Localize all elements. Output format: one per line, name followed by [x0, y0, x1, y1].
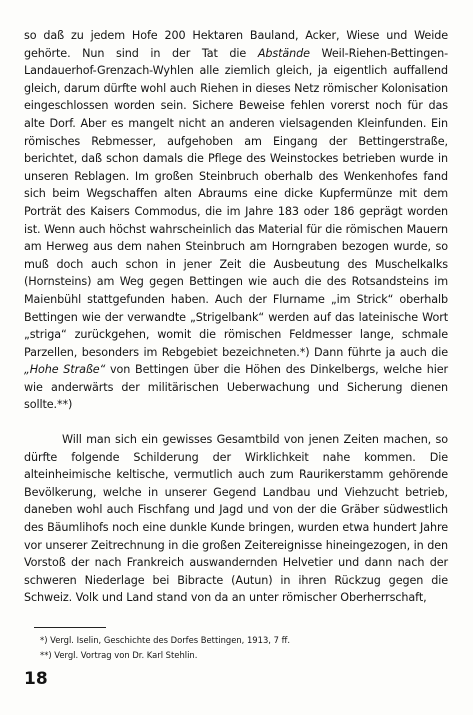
text-run: von Bettingen über die Höhen des Dinkelbergs, welche hier wie anderwärts der militärischen Ueberwachung und Sicherung dienen sollte.**)	[24, 363, 448, 412]
text-run: Weil-Riehen-Bettingen-Landauerhof-Grenzach-Wyhlen alle ziemlich gleich, ja eigentlich auffallend gleich, darum dürfte wohl auch Riehen in dieses Netz römischer Kolonisation eingeschlossen worden sein. Sichere Beweise fehlen vorerst noch für das alte Dorf. Aber es mangelt nicht an anderen vielsagenden Kleinfunden. Ein römisches Rebmesser, aufgehoben am Eingang der Bettingerstraße, berichtet, daß schon damals die Pflege des Weinstockes betrieben wurde in unseren Reblagen. Im großen Steinbruch oberhalb des Wenkenhofes fand sich beim Wegschaffen alten Abraums eine dicke Kupfermünze mit dem Porträt des Kaisers Commodus, die im Jahre 183 oder 186 geprägt worden ist. Wenn auch höchst wahrscheinlich das Material für die römischen Mauern am Herweg aus dem nahen Steinbruch am Horngraben bezogen wurde, so muß doch auch schon in jener Zeit die Ausbeutung des Muschelkalks (Hornsteins) am Weg gegen Bettingen wie auch die des Rotsandsteins im Maienbühl stattgefunden haben. Auch der Flurname „im Strick“ oberhalb Bettingen wie der verwandte „Strigelbank“ werden auf das lateinische Wort „striga“ zurückgehen, womit die römischen Feldmesser lange, schmale Parzellen, besonders im Rebgebiet bezeichneten.*) Dann führte ja auch die	[24, 46, 449, 359]
paragraph-2	[24, 431, 448, 607]
footnote-1: *) Vergl. Iselin, Geschichte des Dorfes Bettingen, 1913, 7 ff.	[40, 635, 291, 645]
paragraph-1	[24, 27, 448, 414]
body-text	[24, 27, 448, 607]
footnote-divider	[34, 627, 106, 628]
italic-emphasis: „Hohe Straße“	[24, 363, 106, 377]
text-run: so daß zu jedem Hofe 200 Hektaren Bauland, Acker, Wiese und Weide gehörte. Nun sind in der Tat die	[24, 29, 448, 60]
italic-emphasis: Abstände	[257, 46, 310, 60]
text-run: Will man sich ein gewisses Gesamtbild von jenen Zeiten machen, so dürfte folgende Schilderung der Wirklichkeit nahe kommen. Die alteinheimische keltische, vermutlich auch zum Raurikerstamm gehörende Bevölkerung, welche in unserer Gegend Landbau und Viehzucht betrieb, daneben wohl auch Fischfang und Jagd und von der die Gräber südwestlich des Bäumlihofs noch eine dunkle Kunde bringen, wurden etwa hundert Jahre vor unserer Zeitrechnung in die großen Zeitereignisse hineingezogen, in den Vorstoß der nach Frankreich auswandernden Helvetier und dann nach der schweren Niederlage bei Bibracte (Autun) in ihren Rückzug gegen die Schweiz. Volk und Land stand von da an unter römischer Oberherrschaft,	[24, 433, 448, 605]
footnote-2: **) Vergl. Vortrag von Dr. Karl Stehlin.	[40, 650, 198, 660]
footnotes	[40, 633, 440, 663]
page-number: 18	[24, 669, 48, 689]
